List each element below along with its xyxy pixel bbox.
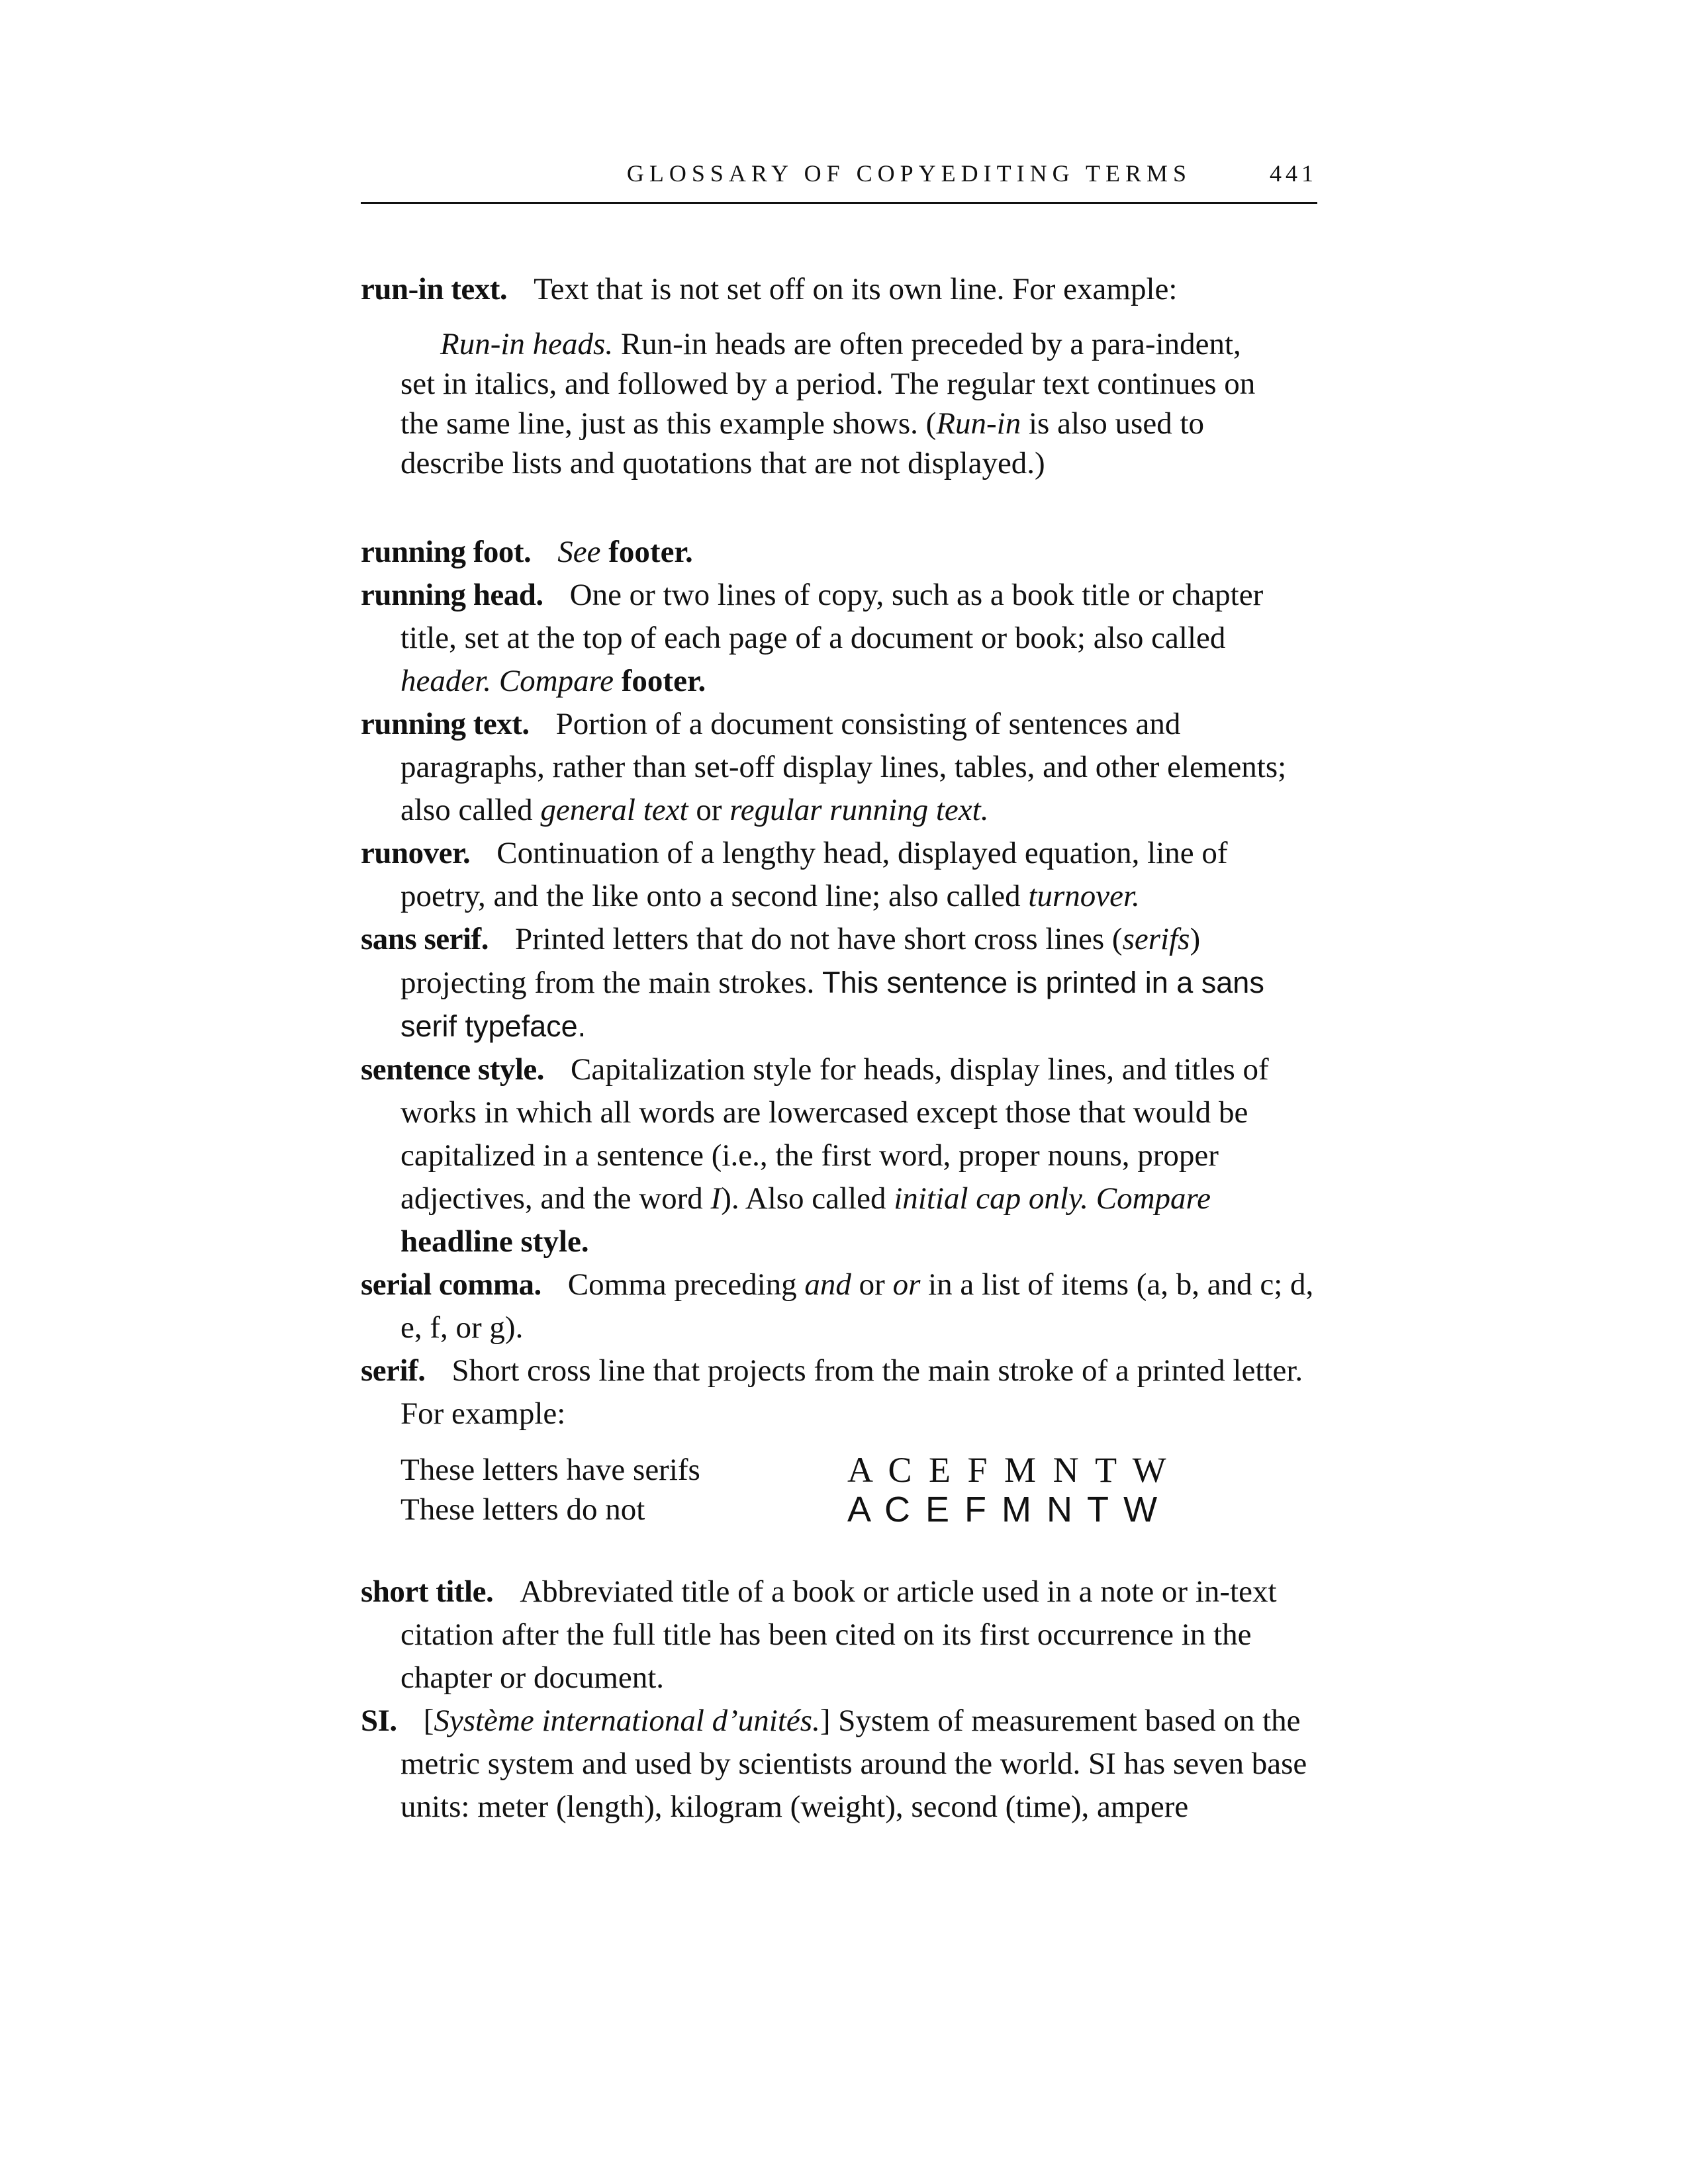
cross-reference: footer. [621,664,706,698]
term: runover. [361,836,471,870]
compare-label: Compare [1096,1181,1211,1216]
connector: or [688,793,730,827]
sans-serif-sample: This sentence is printed in a sans serif typeface. [400,966,1264,1043]
page-number: 441 [1270,160,1317,187]
example-italic: Run-in [936,406,1021,441]
italic-term: initial cap only. [894,1181,1088,1216]
term: serial comma. [361,1267,541,1302]
cross-reference: footer. [608,535,693,569]
serif-letters-sample: A C E F M N T W [847,1450,1170,1490]
example-text: Run-in heads are often preceded by a para-indent, set in italics, and followed by a period. The regular text continues on the same line, just as this example shows. ( [400,327,1256,441]
compare-label: Compare [498,664,614,698]
sans-letters-sample: A C E F M N T W [847,1490,1160,1529]
definition: Comma preceding [567,1267,805,1302]
bracket: ] [820,1704,831,1738]
definition: in a list of items (a, b, and c; d, e, f, or g). [400,1267,1314,1345]
glossary-body [361,268,1317,1829]
bracket: [ [423,1704,434,1738]
definition: ) projecting from the main strokes. [400,922,1201,1000]
entry-short-title [361,1570,1317,1700]
running-header [361,156,1317,204]
term: sentence style. [361,1052,545,1087]
entry-running-head [361,574,1317,703]
definition: Capitalization style for heads, display lines, and titles of works in which all words are lowercased except those that would be capitalized in a sentence (i.e., the first word, proper nouns, proper adjectives, and the word [400,1052,1269,1216]
see-label: See [557,535,601,569]
example-text: is also used to describe lists and quotations that are not displayed.) [400,406,1205,480]
entry-sentence-style [361,1048,1317,1263]
serif-row [400,1450,1195,1490]
run-in-example [400,324,1317,483]
term: serif. [361,1353,426,1388]
term: sans serif. [361,922,489,956]
serif-example-table [400,1450,1195,1529]
term: short title. [361,1574,494,1609]
entry-runover [361,832,1317,918]
italic-term: serifs [1122,922,1190,956]
definition: Abbreviated title of a book or article used in a note or in-text citation after the full title has been cited on its first occurrence in the chapter or document. [400,1574,1277,1695]
cross-reference: headline style. [400,1224,589,1259]
entry-serif [361,1349,1317,1435]
connector: or [851,1267,893,1302]
entry-running-text [361,703,1317,832]
sans-row-label: These letters do not [400,1492,645,1527]
entry-serial-comma [361,1263,1317,1349]
entry-sans-serif [361,918,1317,1048]
term: SI. [361,1704,397,1738]
italic-term: I [710,1181,722,1216]
sans-row [400,1490,1195,1529]
definition: ). Also called [721,1181,894,1216]
entry-run-in-text [361,268,1317,311]
definition: Text that is not set off on its own line. For example: [534,272,1178,306]
definition: System of measurement based on the metric system and used by scientists around the world. SI has seven base units: meter (length), kilogram (weight), second (time), ampere [400,1704,1307,1824]
term: running head. [361,578,543,612]
serif-row-label: These letters have serifs [400,1453,700,1487]
italic-term: general text [540,793,688,827]
italic-term: turnover. [1028,879,1140,913]
entry-running-foot [361,531,1317,574]
entry-si [361,1700,1317,1829]
definition: Continuation of a lengthy head, displayed equation, line of poetry, and the like onto a second line; also called [400,836,1228,913]
term: running foot. [361,535,532,569]
term: running text. [361,707,530,741]
definition: Short cross line that projects from the main stroke of a printed letter. For example: [400,1353,1303,1431]
definition: Printed letters that do not have short cross lines ( [514,922,1123,956]
definition: One or two lines of copy, such as a book title or chapter title, set at the top of each page of a document or book; also called [400,578,1264,655]
definition: Portion of a document consisting of sentences and paragraphs, rather than set-off display lines, tables, and other elements; also called [400,707,1287,827]
italic-term: and [804,1267,851,1302]
term: run-in text. [361,272,508,306]
italic-term: Système international d’unités. [434,1704,820,1738]
italic-term: or [892,1267,921,1302]
running-header-title: GLOSSARY OF COPYEDITING TERMS [626,160,1192,187]
italic-term: header. [400,664,492,698]
italic-term: regular running text. [729,793,989,827]
example-lead: Run-in heads. [440,327,614,361]
